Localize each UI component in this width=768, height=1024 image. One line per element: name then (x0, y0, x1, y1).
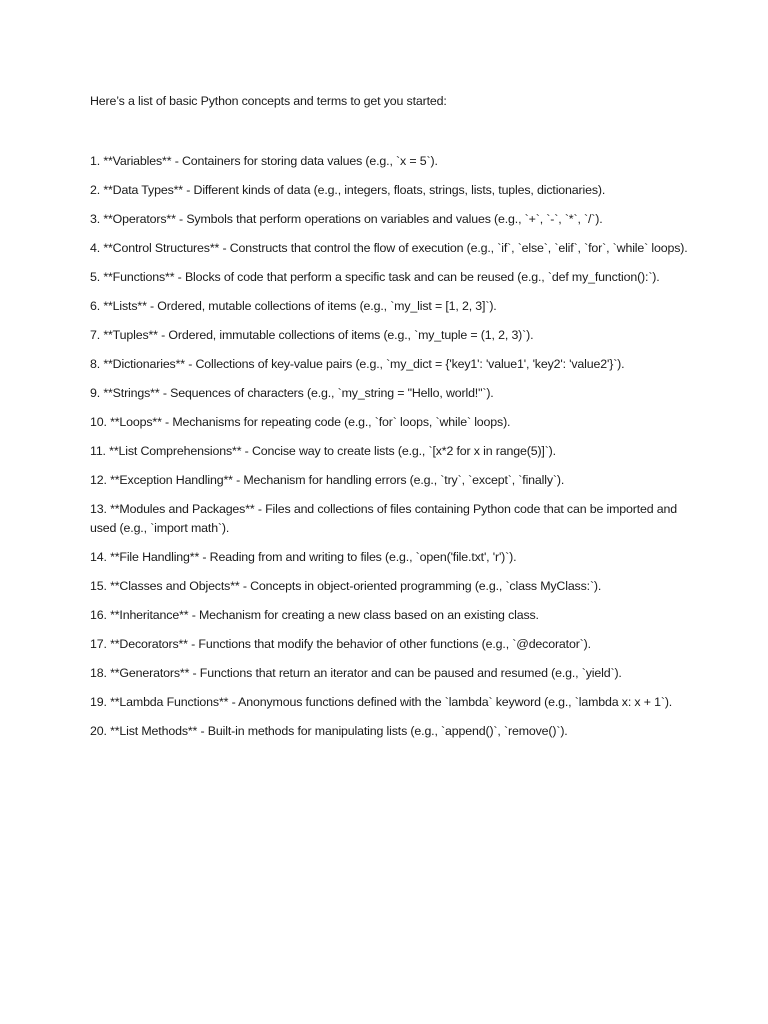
list-item: 8. **Dictionaries** - Collections of key-value pairs (e.g., `my_dict = {'key1': 'value1', 'key2': 'value2'}`). (90, 356, 625, 371)
list-item: 10. **Loops** - Mechanisms for repeating code (e.g., `for` loops, `while` loops). (90, 414, 511, 429)
list-item: 1. **Variables** - Containers for storing data values (e.g., `x = 5`). (90, 153, 438, 168)
list-item: 16. **Inheritance** - Mechanism for creating a new class based on an existing class. (90, 608, 539, 622)
list-item: 9. **Strings** - Sequences of characters (e.g., `my_string = "Hello, world!"`). (90, 385, 494, 400)
list-item: 20. **List Methods** - Built-in methods for manipulating lists (e.g., `append()`, `remove()`). (90, 724, 568, 738)
list-item: 11. **List Comprehensions** - Concise way to create lists (e.g., `[x*2 for x in range(5)]`). (90, 443, 556, 458)
list-item: 14. **File Handling** - Reading from and writing to files (e.g., `open('file.txt', 'r')`). (90, 550, 517, 564)
document-body (90, 92, 690, 751)
list-item: 3. **Operators** - Symbols that perform operations on variables and values (e.g., `+`, `-`, `*`, `/`). (90, 211, 603, 226)
list-item: 13. **Modules and Packages** - Files and collections of files containing Python code that can be imported and used (e.g., `import math`). (90, 501, 678, 535)
list-item: 5. **Functions** - Blocks of code that perform a specific task and can be reused (e.g., `def my_function():`). (90, 269, 660, 284)
intro-paragraph: Here’s a list of basic Python concepts and terms to get you started: (90, 94, 447, 108)
list-item: 19. **Lambda Functions** - Anonymous functions defined with the `lambda` keyword (e.g., `lambda x: x + 1`). (90, 695, 673, 709)
list-item: 7. **Tuples** - Ordered, immutable collections of items (e.g., `my_tuple = (1, 2, 3)`). (90, 327, 534, 342)
list-item: 6. **Lists** - Ordered, mutable collections of items (e.g., `my_list = [1, 2, 3]`). (90, 298, 497, 313)
list-item: 15. **Classes and Objects** - Concepts in object-oriented programming (e.g., `class MyClass:`). (90, 579, 602, 593)
list-item: 2. **Data Types** - Different kinds of data (e.g., integers, floats, strings, lists, tuples, dictionaries). (90, 182, 606, 197)
list-item: 17. **Decorators** - Functions that modify the behavior of other functions (e.g., `@decorator`). (90, 637, 591, 651)
list-item: 4. **Control Structures** - Constructs that control the flow of execution (e.g., `if`, `else`, `elif`, `for`, `while` loops). (90, 240, 688, 255)
concept-list (90, 152, 690, 742)
list-item: 18. **Generators** - Functions that return an iterator and can be paused and resumed (e.g., `yield`). (90, 666, 622, 680)
list-item: 12. **Exception Handling** - Mechanism for handling errors (e.g., `try`, `except`, `finally`). (90, 472, 565, 487)
